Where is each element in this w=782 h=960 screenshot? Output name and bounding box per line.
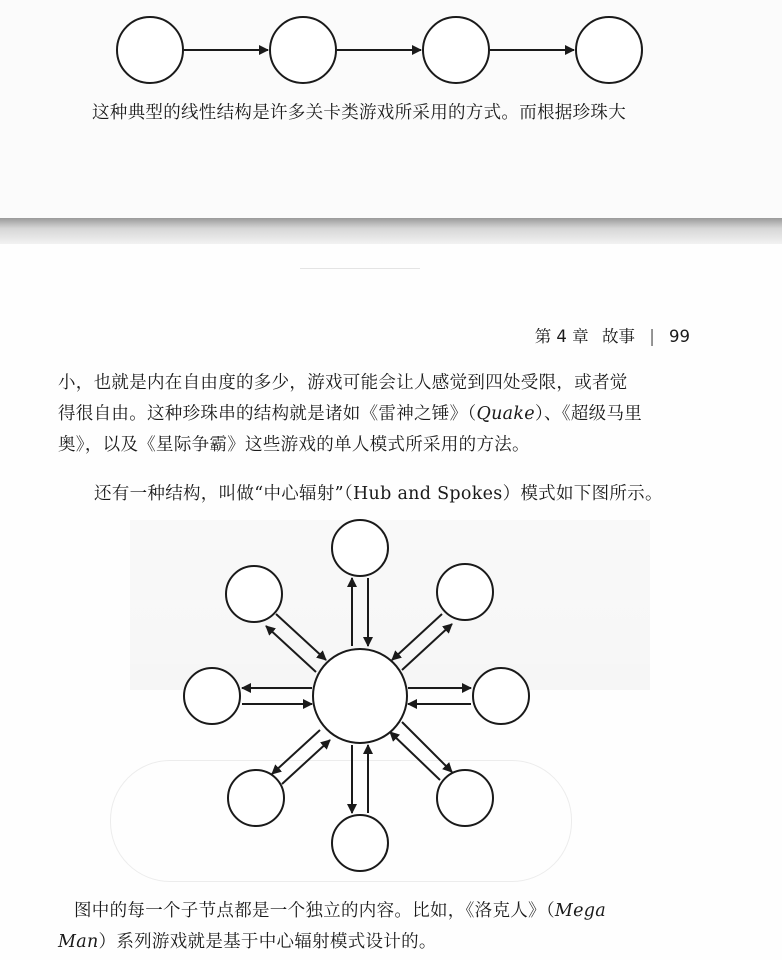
section-label: 故事 [601,327,635,346]
paragraph-3 [74,896,606,927]
page-number: 99 [669,327,690,346]
spoke-node-sw [228,770,284,826]
spoke-arrow-se-out [402,722,452,772]
spoke-arrow-sw-in [282,740,330,784]
page-divider [0,218,782,244]
spoke-arrow-sw-out [272,730,320,774]
spoke-arrow-ne-out [402,624,452,670]
linear-chain-diagram [100,10,660,90]
text-run: ）、《超级马里 [534,404,643,424]
paragraph-1-line-3: 奥》，以及《星际争霸》这些游戏的单人模式所采用的方法。 [58,435,530,455]
spoke-arrow-nw-out [266,626,316,672]
spoke-node-nw [226,566,282,622]
spoke-node-s [332,815,388,871]
spoke-arrow-nw-in [276,614,326,660]
paragraph-2-line-1: 还有一种结构，叫做“中心辐射”（Hub and Spokes）模式如下图所示。 [94,484,663,504]
spoke-arrow-ne-in [392,614,442,660]
hub-and-spokes-diagram [160,510,520,880]
paragraph-1-line-2 [58,399,642,430]
spoke-node-ne [437,564,493,620]
paragraph-3-line-1 [74,896,606,927]
bleed-through-line [300,268,420,269]
paragraph-3-line-2 [58,927,437,958]
italic-term: Quake [476,404,535,424]
spoke-arrow-se-in [390,732,440,780]
paragraph-1-line-1: 小，也就是内在自由度的多少，游戏可能会让人感觉到四处受限，或者觉 [58,373,628,393]
text-run: ）系列游戏就是基于中心辐射模式设计的。 [98,932,437,952]
spoke-node-se [437,770,493,826]
paragraph-1 [58,368,642,461]
spoke-node-w [184,668,240,724]
paragraph-3-cont [58,927,437,958]
hub-node [313,649,407,743]
chain-node-1 [117,17,183,83]
italic-term: Man [58,932,99,952]
chain-node-2 [270,17,336,83]
chain-node-4 [576,17,642,83]
chapter-label: 第 4 章 [534,327,589,346]
italic-term: Mega [554,901,607,921]
text-run: 得很自由。这种珍珠串的结构就是诸如《雷神之锤》（ [58,404,477,424]
running-header [535,323,690,347]
top-page-text: 这种典型的线性结构是许多关卡类游戏所采用的方式。而根据珍珠大 [92,103,626,123]
spoke-node-e [473,668,529,724]
text-run: 图中的每一个子节点都是一个独立的内容。比如，《洛克人》（ [74,901,555,921]
header-separator: | [649,327,655,346]
chain-node-3 [423,17,489,83]
paragraph-2 [94,479,663,510]
spoke-node-n [332,520,388,576]
